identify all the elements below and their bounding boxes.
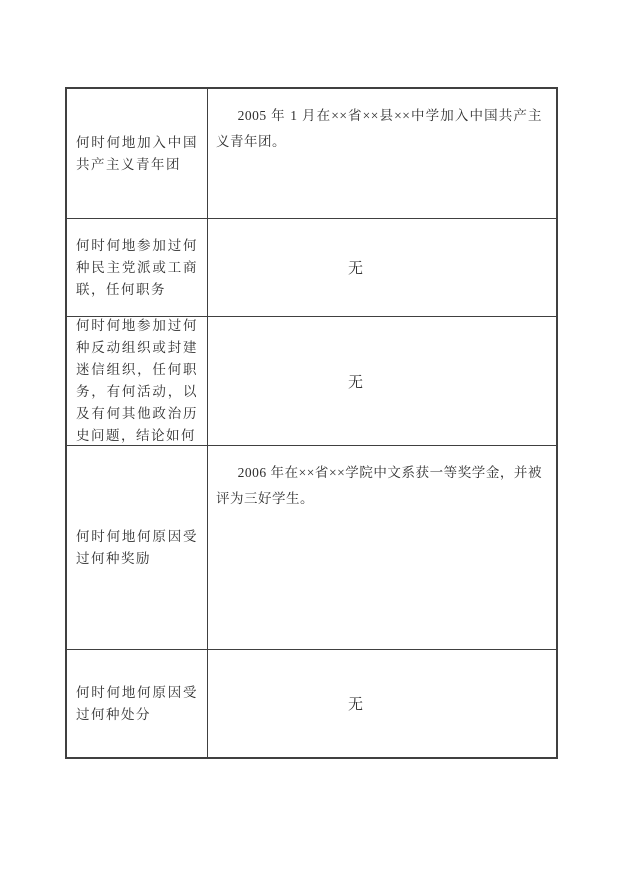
field-value: 无 (347, 697, 364, 713)
field-label-cell (67, 650, 208, 757)
field-label: 何时何地何原因受过何种处分 (76, 684, 198, 722)
table-row (67, 649, 556, 757)
field-value-cell (208, 317, 556, 445)
table-row (67, 445, 556, 649)
field-label: 何时何地参加过何种反动组织或封建迷信组织，任何职务，有何活动，以及有何其他政治历史问题，结论如何 (76, 318, 198, 443)
field-label-cell (67, 446, 208, 649)
field-value-cell (208, 650, 556, 757)
field-label-cell (67, 89, 208, 218)
field-value: 无 (347, 374, 364, 391)
field-label: 何时何地参加过何种民主党派或工商联，任何职务 (76, 237, 198, 297)
personal-history-table (65, 87, 558, 759)
field-label: 何时何地加入中国共产主义青年团 (76, 134, 198, 172)
field-value: 2005 年 1 月在××省××县××中学加入中国共产主义青年团。 (216, 108, 542, 149)
table-row (67, 89, 556, 218)
field-value-cell (208, 89, 556, 218)
table-row (67, 218, 556, 316)
table-row (67, 316, 556, 445)
field-label-cell (67, 219, 208, 316)
field-label-cell (67, 317, 208, 445)
field-label: 何时何地何原因受过何种奖励 (76, 528, 198, 566)
field-value-cell (208, 219, 556, 316)
field-value: 2006 年在××省××学院中文系获一等奖学金，并被评为三好学生。 (216, 465, 542, 506)
field-value-cell (208, 446, 556, 649)
field-value: 无 (347, 261, 364, 277)
